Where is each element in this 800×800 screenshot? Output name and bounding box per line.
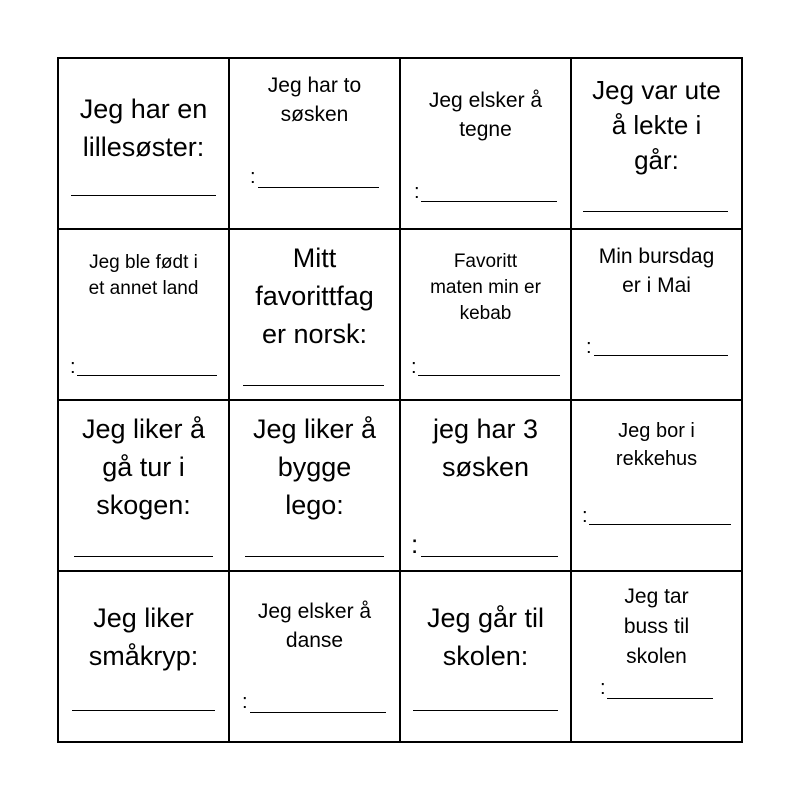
answer-line <box>418 375 560 376</box>
answer-line <box>607 698 713 699</box>
cell-text: Jeg har to søsken <box>267 74 362 126</box>
answer-colon: : <box>582 505 588 527</box>
cell-text: Min bursdag er i Mai <box>598 245 715 297</box>
cell-text: Jeg liker å gå tur i skogen: <box>81 414 206 520</box>
answer-line <box>421 556 558 557</box>
bingo-cell <box>229 400 400 571</box>
bingo-cell <box>229 58 400 229</box>
answer-line <box>72 710 215 711</box>
answer-line <box>71 195 216 196</box>
bingo-cell <box>58 400 229 571</box>
answer-line <box>421 201 557 202</box>
answer-colon: : <box>242 691 248 713</box>
answer-line <box>250 712 386 713</box>
bingo-cell <box>571 58 742 229</box>
bingo-cell <box>571 400 742 571</box>
cell-text: Mitt favorittfag er norsk: <box>255 243 374 349</box>
bingo-cell <box>400 58 571 229</box>
answer-line <box>245 556 384 557</box>
cell-text: Jeg elsker å tegne <box>428 89 543 141</box>
answer-line <box>258 187 379 188</box>
bingo-cell <box>229 229 400 400</box>
bingo-cell <box>58 58 229 229</box>
bingo-cell <box>229 571 400 742</box>
bingo-cell <box>571 571 742 742</box>
cell-text: Jeg ble født i et annet land <box>88 252 199 299</box>
answer-colon: : <box>414 181 420 203</box>
cell-text: Jeg var ute å lekte i går: <box>592 75 721 175</box>
bingo-card <box>57 57 743 743</box>
answer-line <box>413 710 558 711</box>
cell-text: Jeg tar buss til skolen <box>623 585 690 668</box>
cell-text: Favoritt maten min er kebab <box>430 251 541 324</box>
answer-line <box>583 211 728 212</box>
bingo-cell <box>571 229 742 400</box>
cell-text: Jeg bor i rekkehus <box>615 420 698 470</box>
answer-colon: : <box>411 529 419 559</box>
answer-colon: : <box>600 677 606 699</box>
answer-line <box>77 375 217 376</box>
answer-colon: : <box>70 356 76 378</box>
bingo-cell <box>400 571 571 742</box>
bingo-cell <box>400 400 571 571</box>
answer-line <box>74 556 213 557</box>
cell-text: Jeg går til skolen: <box>426 603 545 671</box>
bingo-cell <box>58 571 229 742</box>
answer-colon: : <box>411 356 417 378</box>
cell-text: Jeg liker å bygge lego: <box>252 414 377 520</box>
bingo-cell <box>400 229 571 400</box>
answer-line <box>594 355 728 356</box>
answer-line <box>243 385 384 386</box>
answer-line <box>589 524 731 525</box>
bingo-cell <box>58 229 229 400</box>
cell-text: Jeg liker småkryp: <box>88 603 199 671</box>
cell-text: Jeg elsker å danse <box>257 600 372 652</box>
cell-text: Jeg har en lillesøster: <box>79 94 208 162</box>
answer-colon: : <box>250 166 256 188</box>
answer-colon: : <box>586 336 592 358</box>
cell-text: jeg har 3 søsken <box>432 414 539 482</box>
